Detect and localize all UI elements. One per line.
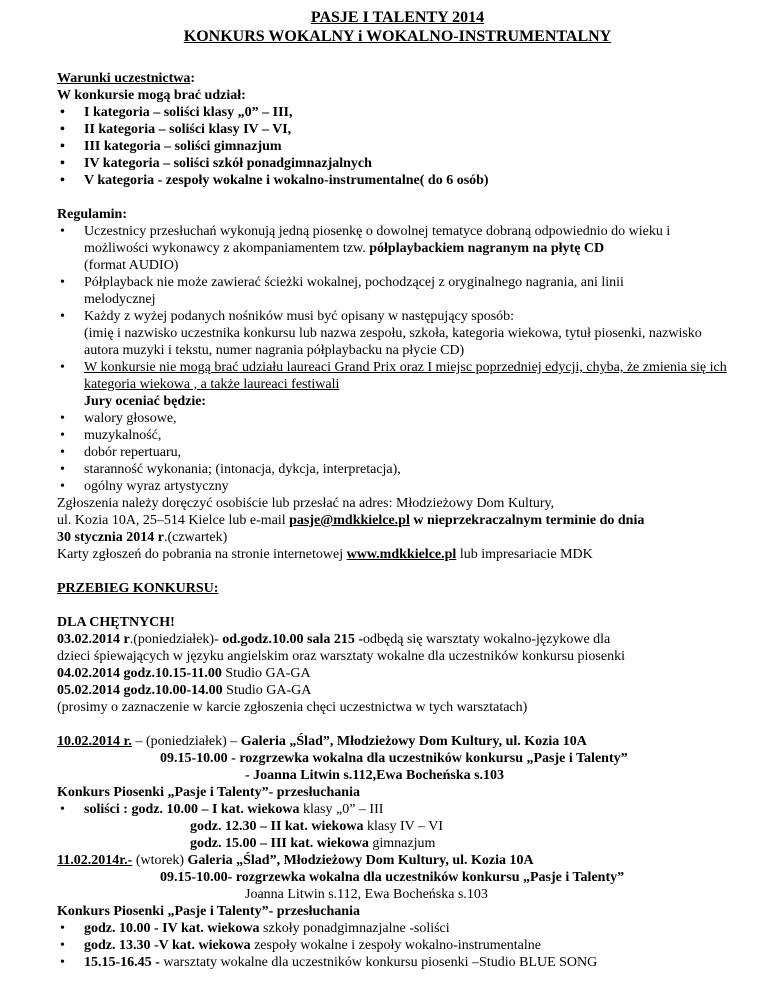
rule-text: Półplayback nie może zawierać ścieżki wokalnej, pochodzącej z oryginalnego nagrania, ani linii melodycznej	[84, 275, 624, 307]
day2-line	[57, 852, 738, 869]
schedule-item	[57, 954, 738, 971]
schedule-item	[57, 801, 738, 818]
jury-criterion: dobór repertuaru,	[84, 445, 182, 460]
workshop-date: 03.02.2014 r	[57, 632, 130, 647]
day2-venue: Galeria „Ślad”, Młodzieżowy Dom Kultury, ul. Kozia 10A	[187, 853, 534, 868]
schedule-item	[57, 835, 738, 852]
warunki-heading-line	[57, 70, 738, 87]
rule-item	[57, 223, 738, 274]
schedule-time: godz. 12.30 – II kat. wiekowa	[190, 819, 364, 834]
deadline-text: w nieprzekraczalnym terminie do dnia	[409, 513, 645, 528]
schedule-time: 15.15-16.45 -	[84, 955, 160, 970]
jury-criterion: ogólny wyraz artystyczny	[84, 479, 229, 494]
jury-criterion: muzykalność,	[84, 428, 162, 443]
workshop-place: Studio GA-GA	[222, 683, 312, 698]
workshop-line	[57, 665, 738, 682]
schedule-time: godz. 13.30 -V kat. wiekowa	[84, 938, 251, 953]
day2-warmup: 09.15-10.00- rozgrzewka wokalna dla uczestników konkursu „Pasje i Talenty”	[160, 870, 625, 885]
day2-weekday: (wtorek)	[132, 853, 188, 868]
forms-text: lub impresariacie MDK	[456, 547, 593, 562]
workshop-note: (prosimy o zaznaczenie w karcie zgłoszenia chęci uczestnictwa w tych warsztatach)	[57, 700, 528, 715]
workshop-time: 04.02.2014 godz.10.15-11.00	[57, 666, 222, 681]
schedule-group: gimnazjum	[368, 836, 436, 851]
day1-venue: Galeria „Ślad”, Młodzieżowy Dom Kultury, ul. Kozia 10A	[240, 734, 587, 749]
category-label: I kategoria – soliści klasy „0” – III,	[84, 105, 293, 120]
rule-text: W konkursie nie mogą brać udziału laureaci Grand Prix oraz I miejsc poprzedniej edycji, chyba, że zmienia się ich kategoria wiekowa , a także laureaci festiwali	[84, 360, 727, 392]
forms-line	[57, 546, 738, 563]
category-item	[57, 172, 738, 189]
category-label: III kategoria – soliści gimnazjum	[84, 139, 282, 154]
warunki-lead: W konkursie mogą brać udział:	[57, 88, 246, 103]
workshop-line	[57, 682, 738, 699]
przebieg-heading: PRZEBIEG KONKURSU:	[57, 581, 219, 596]
contest-heading: Konkurs Piosenki „Pasje i Talenty”- przesłuchania	[57, 785, 360, 800]
submission-line	[57, 512, 738, 529]
rule-emphasis: półplaybackiem nagranym na płytę CD	[369, 241, 605, 256]
day1-line	[57, 733, 738, 750]
jury-item	[57, 444, 738, 461]
schedule-group: szkoły ponadgimnazjalne -soliści	[259, 921, 450, 936]
jury-heading: Jury oceniać będzie:	[84, 394, 207, 409]
rule-text: (format AUDIO)	[84, 258, 179, 273]
jury-item	[57, 410, 738, 427]
day2-staff: Joanna Litwin s.112, Ewa Bocheńska s.103	[245, 887, 488, 902]
schedule-time: soliści : godz. 10.00 – I kat. wiekowa	[84, 802, 300, 817]
category-label: V kategoria - zespoły wokalne i wokalno-instrumentalne( do 6 osób)	[84, 173, 489, 188]
chetni-heading: DLA CHĘTNYCH!	[57, 615, 175, 630]
submission-line: Zgłoszenia należy doręczyć osobiście lub przesłać na adres: Młodzieżowy Dom Kultury,	[57, 496, 555, 511]
schedule-group: warsztaty wokalne dla uczestników konkursu piosenki –Studio BLUE SONG	[159, 955, 598, 970]
schedule-group: klasy IV – VI	[363, 819, 444, 834]
day1-date: 10.02.2014 r.	[57, 734, 132, 749]
document-title: PASJE I TALENTY 2014	[310, 9, 485, 26]
rule-text: Uczestnicy przesłuchań wykonują jedną piosenkę o dowolnej tematyce dobraną odpowiednio do wieku i możliwości wykonawcy z akompaniamentem tzw.	[84, 224, 671, 256]
schedule-time: godz. 15.00 – III kat. wiekowa	[190, 836, 369, 851]
day2-date: 11.02.2014r.-	[57, 853, 133, 868]
schedule-item	[57, 818, 738, 835]
day1-staff: - Joanna Litwin s.112,Ewa Bocheńska s.103	[245, 768, 505, 783]
jury-item	[57, 478, 738, 495]
rule-item	[57, 359, 738, 393]
submission-text: ul. Kozia 10A, 25–514 Kielce lub e-mail	[57, 513, 290, 528]
rule-item	[57, 308, 738, 359]
regulamin-heading: Regulamin:	[57, 207, 127, 222]
workshop-day: .(poniedziałek)-	[129, 632, 223, 647]
jury-item	[57, 427, 738, 444]
schedule-group: zespoły wokalne i zespoły wokalno-instrumentalne	[250, 938, 542, 953]
deadline-day: .(czwartek)	[163, 530, 228, 545]
schedule-item	[57, 920, 738, 937]
warunki-heading: Warunki uczestnictwa	[57, 71, 191, 86]
category-label: IV kategoria – soliści szkół ponadgimnazjalnych	[84, 156, 372, 171]
workshop-time: od.godz.10.00 sala 215 -	[222, 632, 364, 647]
schedule-item	[57, 937, 738, 954]
workshop-text: odbędą się warsztaty wokalno-językowe dla	[363, 632, 611, 647]
forms-text: Karty zgłoszeń do pobrania na stronie internetowej	[57, 547, 347, 562]
workshop-line: dzieci śpiewających w języku angielskim oraz warsztaty wokalne dla uczestników konkursu piosenki	[57, 649, 625, 664]
rule-text: Każdy z wyżej podanych nośników musi być opisany w następujący sposób:	[84, 309, 515, 324]
rule-text: (imię i nazwisko uczestnika konkursu lub nazwa zespołu, szkoła, kategoria wiekowa, tytuł piosenki, nazwisko autora muzyki i tekstu, numer nagrania półplaybacku na płycie CD)	[84, 326, 702, 358]
category-item	[57, 138, 738, 155]
schedule-group: klasy „0” – III	[299, 802, 384, 817]
contest-heading: Konkurs Piosenki „Pasje i Talenty”- przesłuchania	[57, 904, 360, 919]
email-link[interactable]: pasje@mdkkielce.pl	[289, 513, 410, 528]
warunki-colon: :	[190, 71, 196, 86]
submission-line	[57, 529, 738, 546]
document-subtitle: KONKURS WOKALNY i WOKALNO-INSTRUMENTALNY	[183, 28, 612, 45]
jury-criterion: walory głosowe,	[84, 411, 177, 426]
category-item	[57, 104, 738, 121]
day1-warmup: 09.15-10.00 - rozgrzewka wokalna dla uczestników konkursu „Pasje i Talenty”	[160, 751, 628, 766]
jury-criterion: staranność wykonania; (intonacja, dykcja, interpretacja),	[84, 462, 401, 477]
workshop-line	[57, 631, 738, 648]
workshop-time: 05.02.2014 godz.10.00-14.00	[57, 683, 223, 698]
category-item	[57, 155, 738, 172]
deadline-date: 30 stycznia 2014 r	[57, 530, 164, 545]
rule-item	[57, 274, 738, 308]
website-link[interactable]: www.mdkkielce.pl	[346, 547, 457, 562]
category-label: II kategoria – soliści klasy IV – VI,	[84, 122, 292, 137]
workshop-place: Studio GA-GA	[221, 666, 311, 681]
schedule-time: godz. 10.00 - IV kat. wiekowa	[84, 921, 260, 936]
jury-item	[57, 461, 738, 478]
day1-weekday: – (poniedziałek) –	[131, 734, 241, 749]
category-item	[57, 121, 738, 138]
